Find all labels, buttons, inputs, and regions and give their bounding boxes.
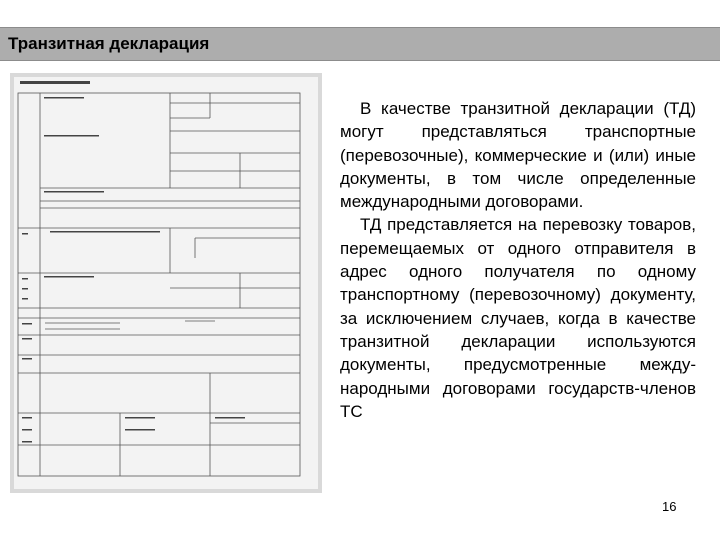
body-text (340, 97, 696, 423)
title-bar (0, 27, 720, 61)
slide-number: 16 (662, 499, 677, 514)
paragraph-2: ТД представляется на перевозку товаров, перемещаемых от одного отправителя в адрес одного получателя по одному транспортному (перевозочному) документу, за исключением случаев, когда в качестве транзитной декларации используются документы, предусмотренные международными договорами государств-членов ТС (340, 215, 696, 421)
paragraph-1: В качестве транзитной декларации (ТД) могут представляться транспортные (перевозочные), коммерческие и (или) иные документы, в том числе определенные международными договорами. (340, 99, 696, 212)
transit-declaration-form-image (10, 73, 322, 493)
slide-title: Транзитная декларация (8, 34, 210, 53)
